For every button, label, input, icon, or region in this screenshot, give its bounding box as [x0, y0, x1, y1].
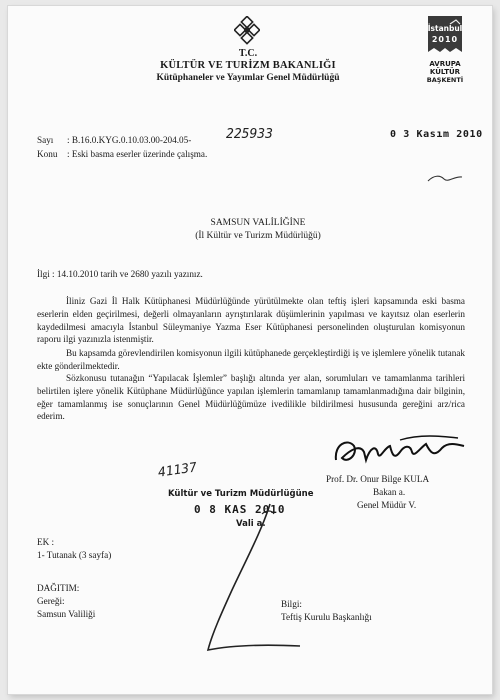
logo-line3: AVRUPA — [429, 60, 461, 68]
handwritten-mark-icon — [426, 172, 466, 186]
body-paragraph-2: Bu kapsamda görevlendirilen komisyonun ilgili kütüphanede gerçekleştirdiği iş ve işlemlere yönelik tutanak ekte gönderilmektedir. — [37, 348, 465, 371]
ministry-emblem-icon — [234, 16, 260, 46]
received-vali: Vali a. — [236, 519, 266, 529]
bilgi-value: Teftiş Kurulu Başkanlığı — [281, 612, 372, 622]
logo-line1: İstanbul — [427, 24, 463, 33]
konu-label: Konu — [37, 149, 58, 159]
sayi-value: : B.16.0.KYG.0.10.03.00-204.05- — [67, 135, 192, 145]
attachments-item: 1- Tutanak (3 sayfa) — [37, 550, 112, 560]
signatory-title1: Bakan a. — [373, 487, 406, 497]
logo-line5: BAŞKENTİ — [426, 76, 464, 84]
logo-line2: 2010 — [431, 35, 459, 44]
received-handwritten-no: 41137 — [157, 460, 198, 481]
sayi-label: Sayı — [37, 135, 54, 145]
header-directorate: Kütüphaneler ve Yayımlar Genel Müdürlüğü — [156, 73, 340, 83]
signature-icon — [330, 430, 470, 476]
konu-value: : Eski basma eserler üzerinde çalışma. — [67, 149, 208, 159]
body-paragraph-1: İliniz Gazi İl Halk Kütüphanesi Müdürlüğünde yürütülmekte olan teftiş işleri kapsamında eski basma eserlerin elden geçirilmesi, değerli olmayanların ayrıştırılarak düşümlerinin yapılması ve kayıtsız olan eserlerin kaydedilmesi amacıyla İstanbul Süleymaniye Yazma Eser Kütüphanesi personelinden oluşturulan komisyonun raporu ilgi yazınızla istenmiştir. — [37, 296, 465, 345]
attachments-label: EK : — [37, 537, 55, 547]
received-office: Kültür ve Turizm Müdürlüğüne — [168, 489, 314, 499]
distribution-label: DAĞITIM: — [37, 583, 80, 593]
document-page — [8, 6, 492, 694]
header-tc: T.C. — [238, 48, 258, 59]
signatory-title2: Genel Müdür V. — [357, 500, 417, 510]
addressee-line2: (İl Kültür ve Turizm Müdürlüğü) — [195, 231, 321, 241]
handwritten-stroke-icon — [198, 500, 308, 660]
geregi-value: Samsun Valiliği — [37, 609, 96, 619]
received-date: 0 8 KAS 2010 — [194, 503, 286, 516]
header-ministry: KÜLTÜR VE TURİZM BAKANLIĞI — [160, 60, 336, 71]
addressee-line1: SAMSUN VALİLİĞİNE — [210, 218, 306, 228]
geregi-label: Gereği: — [37, 596, 65, 606]
date-stamp: 0 3 Kasım 2010 — [390, 129, 483, 140]
signatory-name: Prof. Dr. Onur Bilge KULA — [326, 474, 430, 484]
istanbul-2010-logo — [420, 14, 470, 94]
sayi-handwritten: 225933 — [226, 127, 273, 142]
logo-line4: KÜLTÜR — [429, 68, 461, 76]
body-paragraph-3: Sözkonusu tutanağın “Yapılacak İşlemler” başlığı altında yer alan, sorumluları ve tamamlanma tarihleri belirtilen işlere yönelik Kütüphane Müdürlüğünce yapılan işlemlerin tamamlanıp tamamlanmadığına dair bilginin, eğer tamamlanmış ise sonuçlarının Genel Müdürlüğümüze ivedilikle bildirilmesi hususunda gereğini arz/rica ederim. — [37, 373, 465, 422]
ilgi-line: İlgi : 14.10.2010 tarih ve 2680 yazılı yazınız. — [37, 269, 203, 279]
bilgi-label: Bilgi: — [281, 599, 302, 609]
